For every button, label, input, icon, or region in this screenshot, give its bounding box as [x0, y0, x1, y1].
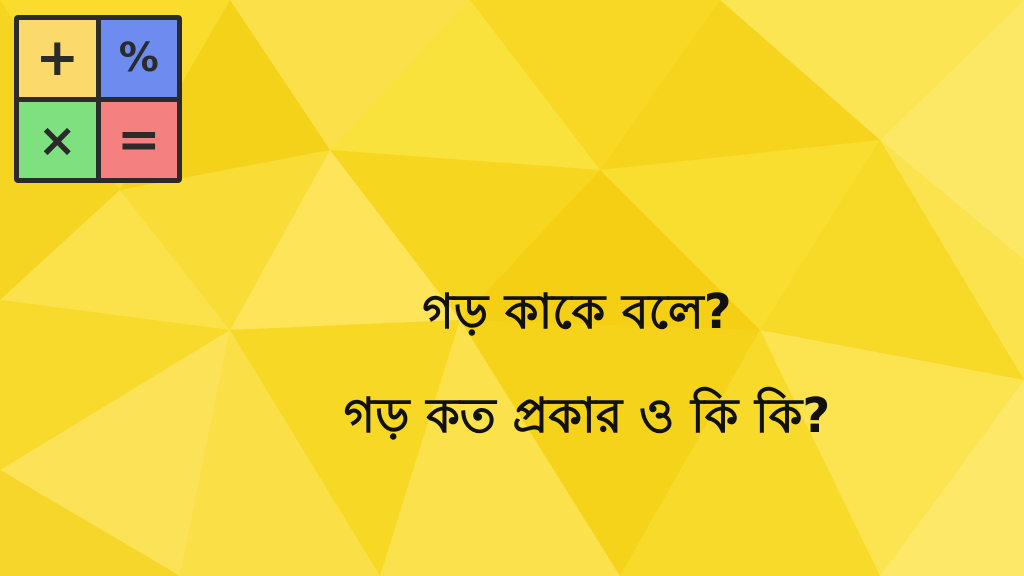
calculator-logo: [14, 15, 182, 183]
title-line-1: গড় কাকে বলে?: [422, 284, 732, 340]
multiply-icon: ×: [19, 102, 96, 179]
plus-icon: +: [19, 20, 96, 97]
percent-icon: %: [101, 20, 178, 97]
equals-icon: =: [101, 102, 178, 179]
title-line-2: গড় কত প্রকার ও কি কি?: [343, 388, 831, 444]
